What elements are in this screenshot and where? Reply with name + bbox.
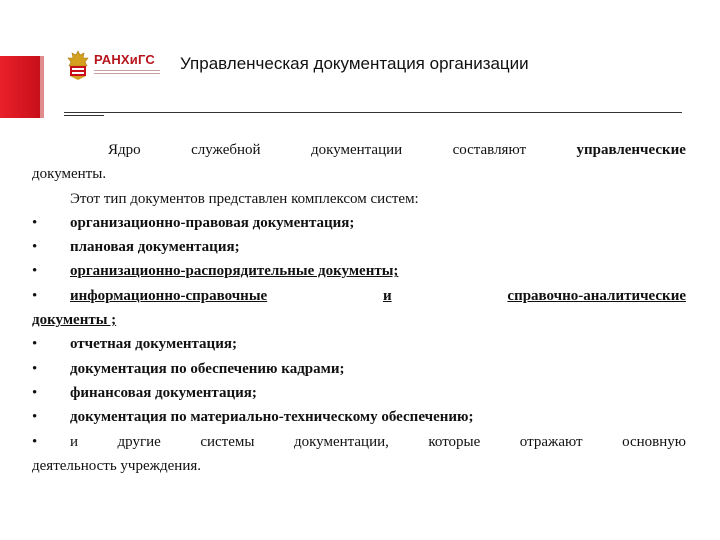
title-rule bbox=[64, 112, 682, 113]
title-rule-short bbox=[64, 115, 104, 116]
bullet-icon bbox=[32, 211, 70, 235]
bullet-icon bbox=[32, 284, 70, 308]
list-item bbox=[32, 211, 686, 235]
list-item-text: организационно-распорядительные документы; bbox=[70, 263, 399, 280]
intro-line-1 bbox=[32, 138, 686, 162]
bullet-icon bbox=[32, 235, 70, 259]
bullet-icon bbox=[32, 259, 70, 283]
list-item-text: организационно-правовая документация; bbox=[70, 214, 355, 231]
intro-word: составляют bbox=[452, 142, 527, 158]
list-item-word: системы bbox=[200, 433, 255, 450]
list-item bbox=[32, 357, 686, 381]
list-item-word: справочно-аналитические bbox=[507, 287, 686, 304]
logo-subline bbox=[94, 70, 160, 74]
intro-word: служебной bbox=[191, 142, 261, 158]
list-item-line bbox=[70, 430, 686, 454]
list-item-word: документации, bbox=[293, 433, 389, 450]
list-item-line bbox=[70, 284, 686, 308]
list-item bbox=[32, 332, 686, 356]
list-item-word: и bbox=[70, 433, 79, 450]
list-item bbox=[32, 405, 686, 429]
list-item bbox=[32, 259, 686, 283]
bullet-icon bbox=[32, 430, 70, 454]
list-item bbox=[32, 430, 686, 454]
list-item-text: плановая документация; bbox=[70, 239, 240, 256]
bullet-icon bbox=[32, 381, 70, 405]
list-item-continuation: документы ; bbox=[32, 312, 117, 329]
list-item-text: финансовая документация; bbox=[70, 384, 257, 401]
intro-word: Ядро bbox=[108, 142, 141, 158]
intro-line-1-end: документы. bbox=[32, 166, 107, 183]
document-body bbox=[32, 138, 686, 478]
list-item bbox=[32, 381, 686, 405]
intro-line-2: Этот тип документов представлен комплексом систем: bbox=[70, 190, 419, 207]
intro-word: документации bbox=[310, 142, 403, 158]
accent-bar bbox=[0, 56, 40, 118]
list-item-word: информационно-справочные bbox=[70, 287, 268, 304]
page-title: Управленческая документация организации bbox=[180, 54, 529, 73]
emblem-icon bbox=[66, 50, 90, 80]
logo-text: РАНХиГС bbox=[94, 52, 155, 67]
list-item bbox=[32, 235, 686, 259]
bullet-icon bbox=[32, 405, 70, 429]
list-item-word: которые bbox=[428, 433, 481, 450]
list-item-continuation: деятельность учреждения. bbox=[32, 457, 201, 474]
list-item bbox=[32, 284, 686, 308]
bullet-icon bbox=[32, 357, 70, 381]
logo bbox=[66, 48, 166, 84]
list-item-text: документация по обеспечению кадрами; bbox=[70, 360, 345, 377]
bullet-icon bbox=[32, 332, 70, 356]
list-item-word: отражают bbox=[519, 433, 583, 450]
list-item-word: другие bbox=[117, 433, 161, 450]
list-item-text: документация по материально-техническому обеспечению; bbox=[70, 409, 474, 426]
list-item-text: отчетная документация; bbox=[70, 336, 237, 353]
list-item-word: основную bbox=[622, 433, 686, 450]
list-item-word: и bbox=[382, 287, 392, 304]
intro-word-bold: управленческие bbox=[576, 142, 686, 158]
